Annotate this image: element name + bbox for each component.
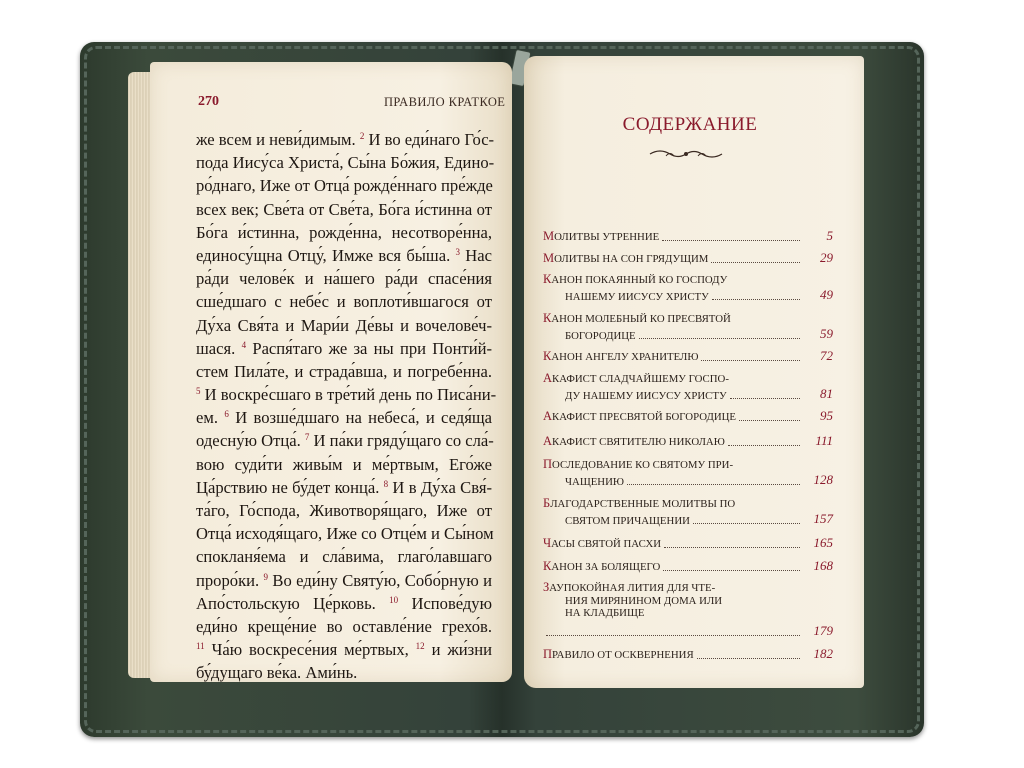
verse-number: 11	[196, 641, 205, 652]
text-segment: Ча́ю воскресе́ния ме́ртвых,	[204, 640, 416, 660]
text-line	[196, 453, 492, 476]
toc-entry-title-cont: НА КЛАДБИЩЕ	[565, 607, 645, 619]
text-segment: шася.	[196, 338, 242, 358]
text-line	[196, 151, 495, 174]
text-segment: И в Ду́ха Свя́-	[388, 477, 492, 497]
text-line	[196, 638, 492, 661]
toc-entry-title: МОЛИТВЫ НА СОН ГРЯДУЩИМ	[543, 251, 709, 265]
text-segment: и жи́зни	[424, 640, 492, 660]
text-line	[196, 221, 492, 244]
leader-dots	[663, 570, 800, 571]
toc-entry-title: КАНОН МОЛЕБНЫЙ КО ПРЕСВЯТОЙ	[543, 311, 731, 325]
toc-entry-title: ЗАУПОКОЙНАЯ ЛИТИЯ ДЛЯ ЧТЕ-	[543, 580, 716, 594]
toc-entry-page: 157	[813, 511, 833, 526]
table-of-contents	[543, 228, 833, 662]
text-segment: одесну́ю Отца́.	[196, 431, 305, 451]
verse-number: 7	[304, 432, 310, 443]
text-segment: ра́ди челове́к и на́шего ра́ди спасе́ния	[196, 269, 492, 289]
text-line	[196, 476, 492, 499]
toc-entry-page: 111	[815, 433, 833, 448]
text-line	[196, 360, 492, 383]
text-segment: всех век; Све́та от Све́та, Бо́га и́стинна от	[196, 199, 492, 219]
toc-entry-title-cont: НАШЕМУ ИИСУСУ ХРИСТУ	[565, 291, 709, 303]
toc-entry[interactable]	[543, 311, 833, 342]
verse-number: 3	[455, 246, 460, 257]
text-segment: бу́дущаго ве́ка. Ами́нь.	[196, 663, 358, 683]
toc-entry-page: 29	[820, 250, 833, 265]
toc-entry-title: ЧАСЫ СВЯТОЙ ПАСХИ	[543, 536, 662, 550]
text-segment: Апо́стольскую Це́рковь.	[196, 593, 390, 613]
text-segment: Бо́га и́стинна, рожде́нна, несотворе́нна,	[196, 222, 492, 242]
text-line	[196, 383, 497, 406]
toc-entry-title: КАНОН АНГЕЛУ ХРАНИТЕЛЮ	[543, 349, 699, 363]
text-segment: И возше́дшаго на небеса́, и седя́ща	[228, 408, 492, 428]
text-line	[196, 198, 492, 221]
leader-dots	[701, 360, 800, 361]
toc-entry[interactable]	[543, 646, 833, 662]
leader-dots	[627, 484, 800, 485]
text-segment: же всем и неви́димым.	[196, 130, 360, 149]
verse-number: 2	[359, 131, 365, 141]
toc-entry-page: 81	[820, 386, 833, 401]
text-segment: И па́ки гряду́щаго со сла́-	[309, 431, 494, 451]
toc-entry-title: АКАФИСТ СВЯТИТЕЛЮ НИКОЛАЮ	[543, 434, 725, 448]
leader-dots	[664, 547, 800, 548]
toc-entry[interactable]	[543, 272, 833, 303]
toc-entry-title-cont: БОГОРОДИЦЕ	[565, 330, 636, 342]
verse-number: 5	[196, 386, 201, 397]
toc-entry-page: 182	[813, 646, 833, 661]
text-line	[196, 267, 492, 290]
prayer-text	[196, 128, 497, 685]
text-segment: И во еди́наго Го́с-	[364, 130, 495, 149]
text-segment: единосу́щна Отцу́, Имже вся бы́ша.	[196, 245, 456, 265]
toc-entry-title: КАНОН ЗА БОЛЯЩЕГО	[543, 559, 661, 573]
text-line	[196, 592, 492, 615]
text-line	[196, 499, 492, 522]
toc-entry-page: 179	[813, 623, 833, 638]
text-line	[196, 615, 492, 638]
toc-entry-title: БЛАГОДАРСТВЕННЫЕ МОЛИТВЫ ПО	[543, 496, 736, 510]
leader-dots	[712, 299, 800, 300]
text-segment: вою суди́ти живы́м и ме́ртвым, Его́же	[196, 454, 492, 474]
toc-entry[interactable]	[543, 348, 833, 364]
text-line	[196, 290, 492, 313]
text-segment: еди́но креще́ние во оставле́ние грехо́в.	[196, 616, 492, 636]
text-segment: спокланя́ема и сла́вима, глаго́лавшаго	[196, 547, 492, 567]
toc-entry-page: 49	[820, 287, 833, 302]
toc-entry-title: МОЛИТВЫ УТРЕННИЕ	[543, 229, 660, 243]
text-line	[196, 244, 492, 267]
toc-entry-title-cont: НИЯ МИРЯНИНОМ ДОМА ИЛИ	[565, 595, 723, 607]
toc-entry-title: КАНОН ПОКАЯННЫЙ КО ГОСПОДУ	[543, 272, 728, 286]
text-segment: стем Пила́те, и страда́вша, и погребе́нна.	[196, 361, 492, 381]
text-segment: Ду́ха Свя́та и Мари́и Де́вы и вочелове́ч-	[196, 315, 492, 335]
text-line	[196, 128, 495, 151]
text-segment: И воскре́сшаго в тре́тий день по Писа́ни-	[200, 385, 497, 405]
text-segment: пода Иису́са Христа́, Сы́на Бо́жия, Едино-	[196, 153, 495, 173]
toc-entry-title-cont: ДУ НАШЕМУ ИИСУСУ ХРИСТУ	[565, 390, 727, 402]
toc-entry[interactable]	[543, 250, 833, 266]
toc-entry-title: ПОСЛЕДОВАНИЕ КО СВЯТОМУ ПРИ-	[543, 457, 734, 471]
text-segment: Распя́таго же за ны при Понти́й-	[246, 338, 492, 358]
toc-entry[interactable]	[543, 457, 833, 488]
toc-entry[interactable]	[543, 535, 833, 551]
leader-dots	[730, 398, 800, 399]
toc-entry-title: ПРАВИЛО ОТ ОСКВЕРНЕНИЯ	[543, 647, 694, 661]
toc-entry-page: 5	[826, 228, 833, 243]
leader-dots	[711, 262, 800, 263]
leader-dots	[697, 658, 800, 659]
text-segment: ро́днаго, Иже от Отца́ рожде́ннаго пре́жде	[196, 176, 493, 196]
text-line	[196, 406, 492, 429]
text-line	[196, 522, 492, 545]
verse-number: 9	[263, 571, 269, 582]
text-segment: Нас	[460, 245, 492, 265]
text-segment: проро́ки.	[196, 570, 264, 590]
verse-number: 10	[389, 594, 399, 605]
running-head: ПРАВИЛО КРАТКОЕ	[384, 95, 506, 109]
text-segment: та́го, Го́спода, Животворя́щаго, Иже от	[196, 501, 492, 520]
leader-dots	[639, 338, 800, 339]
verse-number: 8	[383, 478, 389, 489]
toc-entry-page: 168	[813, 558, 833, 573]
text-line	[196, 429, 492, 452]
toc-entry-page: 165	[813, 535, 833, 550]
toc-entry-title-cont: ЧАЩЕНИЮ	[565, 476, 624, 488]
leader-dots	[662, 240, 800, 241]
text-segment: сше́дшаго с небе́с и воплоти́вшагося от	[196, 292, 492, 312]
toc-entry[interactable]	[543, 433, 833, 449]
toc-entry-title-cont: СВЯТОМ ПРИЧАЩЕНИИ	[565, 515, 690, 527]
toc-entry[interactable]	[543, 228, 833, 244]
text-line	[196, 569, 492, 592]
toc-entry-title: АКАФИСТ СЛАДЧАЙШЕМУ ГОСПО-	[543, 371, 729, 385]
text-segment: Во еди́ну Святу́ю, Собо́рную и	[268, 570, 492, 590]
toc-entry-page: 128	[813, 472, 833, 487]
toc-entry-page: 59	[820, 326, 833, 341]
verse-number: 12	[415, 641, 425, 652]
verse-number: 6	[224, 409, 229, 420]
ornament-icon	[648, 147, 724, 161]
text-segment: ем.	[196, 408, 225, 428]
text-segment: Ца́рствию не бу́дет конца́.	[196, 477, 384, 497]
text-line	[196, 174, 492, 197]
page-number: 270	[198, 94, 219, 109]
toc-entry-title: АКАФИСТ ПРЕСВЯТОЙ БОГОРОДИЦЕ	[543, 409, 737, 423]
text-line	[196, 545, 492, 568]
text-line	[196, 337, 492, 360]
toc-entry[interactable]	[543, 558, 833, 574]
toc-entry-page: 95	[820, 408, 833, 423]
leader-dots	[739, 420, 800, 421]
text-segment: Отца́ исходя́щаго, Иже со Отце́м и Сы́ном	[196, 524, 494, 544]
text-line	[196, 314, 492, 337]
verse-number: 4	[241, 339, 247, 350]
toc-entry[interactable]	[543, 580, 833, 639]
leader-dots	[728, 445, 800, 446]
leader-dots	[546, 635, 800, 636]
toc-entry[interactable]	[543, 371, 833, 402]
toc-entry[interactable]	[543, 408, 833, 424]
leader-dots	[693, 523, 800, 524]
toc-entry-page: 72	[820, 348, 833, 363]
text-segment: Испове́дую	[398, 593, 493, 613]
toc-entry[interactable]	[543, 496, 833, 527]
text-line	[196, 661, 492, 684]
toc-title: СОДЕРЖАНИЕ	[622, 114, 758, 135]
